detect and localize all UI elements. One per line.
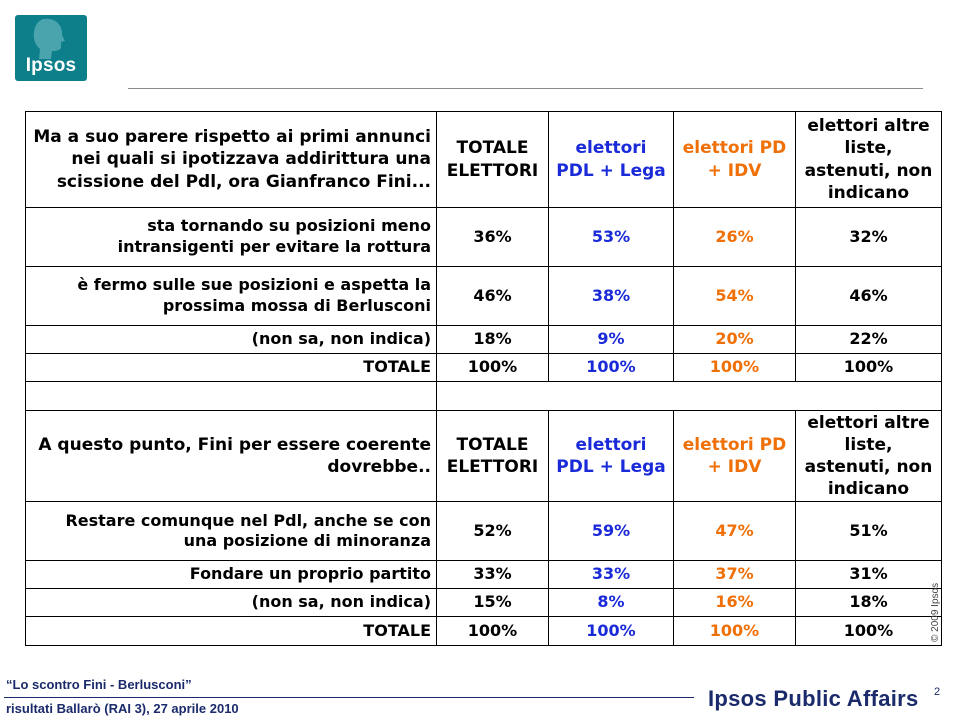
value-pdl-lega: 100% — [549, 354, 674, 382]
row-label: è fermo sulle sue posizioni e aspetta la prossima mossa di Berlusconi — [26, 267, 437, 326]
value-altre-liste: 32% — [796, 208, 942, 267]
table1-question: Ma a suo parere rispetto ai primi annunci nei quali si ipotizzava addirittura una scissione del Pdl, ora Gianfranco Fini... — [26, 112, 437, 208]
ipsos-logo — [15, 15, 87, 81]
value-totale: 52% — [437, 502, 549, 561]
footer-title: “Lo scontro Fini - Berlusconi” — [6, 677, 192, 692]
value-pd-idv: 37% — [674, 561, 796, 589]
table1-header-row — [26, 112, 942, 208]
value-pdl-lega: 9% — [549, 326, 674, 354]
row-label: TOTALE — [26, 354, 437, 382]
value-pdl-lega: 38% — [549, 267, 674, 326]
value-altre-liste: 31% — [796, 561, 942, 589]
value-pd-idv: 100% — [674, 354, 796, 382]
table-row-totale — [26, 617, 942, 646]
table2-header-row — [26, 411, 942, 502]
value-altre-liste: 46% — [796, 267, 942, 326]
row-label: (non sa, non indica) — [26, 326, 437, 354]
value-altre-liste: 51% — [796, 502, 942, 561]
value-pd-idv: 26% — [674, 208, 796, 267]
header-elettori-altre-liste: elettori altre liste, astenuti, non indicano — [796, 112, 942, 208]
value-totale: 36% — [437, 208, 549, 267]
table-row-totale — [26, 354, 942, 382]
header-elettori-altre-liste: elettori altre liste, astenuti, non indicano — [796, 411, 942, 502]
value-pd-idv: 16% — [674, 589, 796, 617]
value-totale: 18% — [437, 326, 549, 354]
survey-table — [25, 111, 942, 646]
spacer-row — [26, 382, 942, 411]
header-elettori-pdl-lega: elettori PDL + Lega — [549, 411, 674, 502]
table-row — [26, 267, 942, 326]
value-altre-liste: 22% — [796, 326, 942, 354]
value-pd-idv: 54% — [674, 267, 796, 326]
value-pdl-lega: 8% — [549, 589, 674, 617]
table2-question: A questo punto, Fini per essere coerente dovrebbe.. — [26, 411, 437, 502]
table-row — [26, 502, 942, 561]
value-altre-liste: 100% — [796, 354, 942, 382]
table-row — [26, 561, 942, 589]
value-pdl-lega: 53% — [549, 208, 674, 267]
row-label: TOTALE — [26, 617, 437, 646]
value-pd-idv: 100% — [674, 617, 796, 646]
header-totale-elettori: TOTALE ELETTORI — [437, 411, 549, 502]
value-pd-idv: 47% — [674, 502, 796, 561]
header-totale-elettori: TOTALE ELETTORI — [437, 112, 549, 208]
page-number: 2 — [934, 686, 941, 698]
table-row — [26, 326, 942, 354]
spacer-cell — [437, 382, 942, 411]
footer-divider — [4, 697, 694, 698]
brand-name: Ipsos Public Affairs — [708, 686, 919, 711]
spacer-cell — [26, 382, 437, 411]
header-elettori-pd-idv: elettori PD + IDV — [674, 411, 796, 502]
footer-subtitle: risultati Ballarò (RAI 3), 27 aprile 2010 — [6, 701, 239, 716]
row-label: (non sa, non indica) — [26, 589, 437, 617]
header-divider — [128, 88, 923, 89]
value-pdl-lega: 33% — [549, 561, 674, 589]
value-pdl-lega: 100% — [549, 617, 674, 646]
row-label: Fondare un proprio partito — [26, 561, 437, 589]
value-altre-liste: 18% — [796, 589, 942, 617]
table-row — [26, 208, 942, 267]
value-totale: 46% — [437, 267, 549, 326]
copyright-notice: © 2009 Ipsos — [930, 582, 941, 642]
value-pdl-lega: 59% — [549, 502, 674, 561]
logo-text: Ipsos — [25, 55, 77, 76]
header-elettori-pdl-lega: elettori PDL + Lega — [549, 112, 674, 208]
value-totale: 33% — [437, 561, 549, 589]
value-totale: 100% — [437, 617, 549, 646]
header-elettori-pd-idv: elettori PD + IDV — [674, 112, 796, 208]
value-pd-idv: 20% — [674, 326, 796, 354]
row-label: Restare comunque nel Pdl, anche se con una posizione di minoranza — [26, 502, 437, 561]
row-label: sta tornando su posizioni meno intransigenti per evitare la rottura — [26, 208, 437, 267]
value-altre-liste: 100% — [796, 617, 942, 646]
table-row — [26, 589, 942, 617]
value-totale: 15% — [437, 589, 549, 617]
value-totale: 100% — [437, 354, 549, 382]
